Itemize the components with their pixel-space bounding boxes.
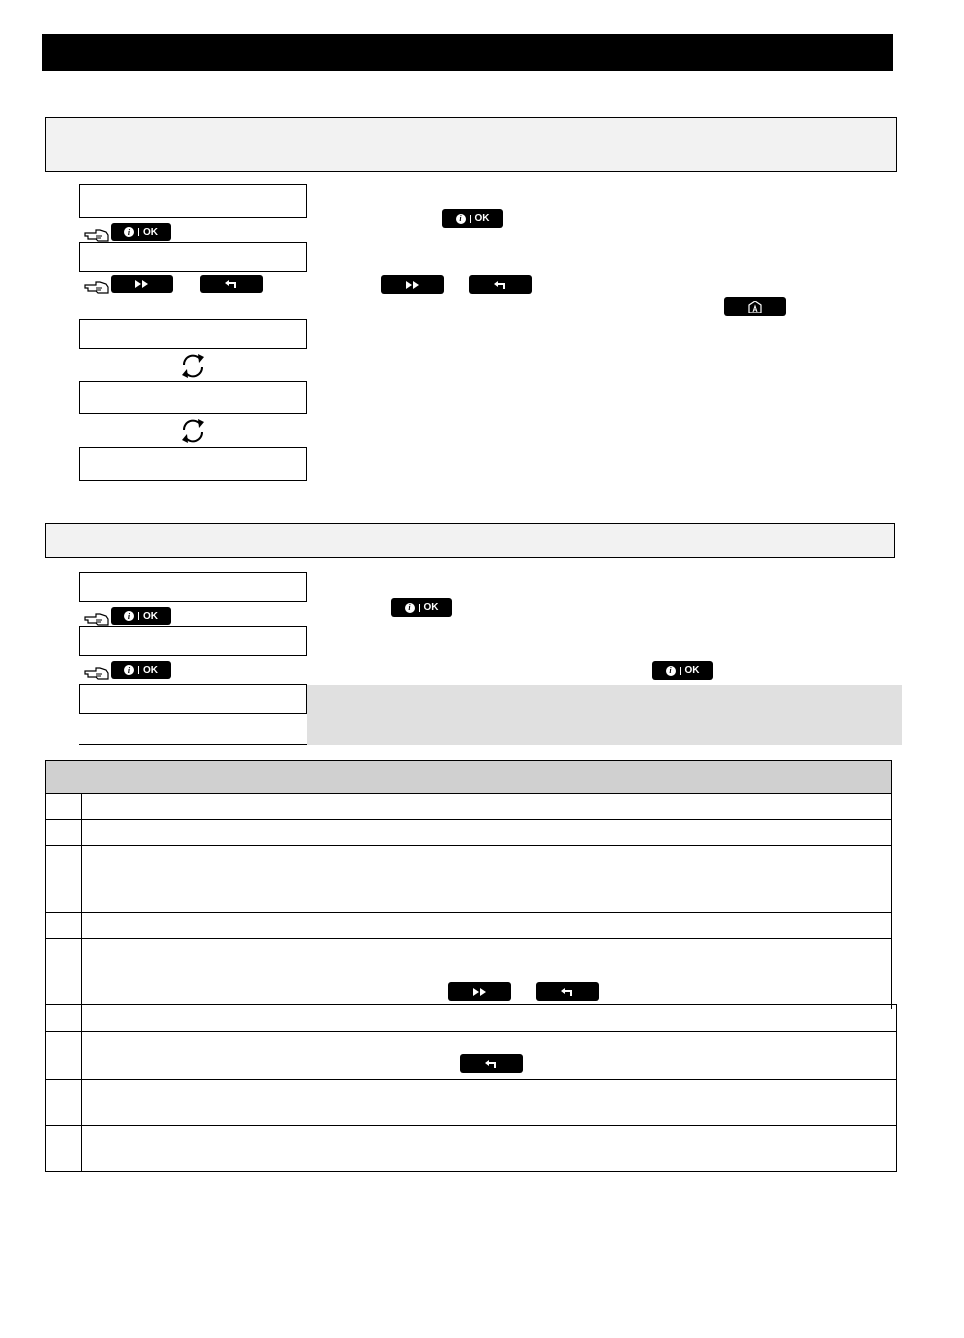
- info-icon: i: [124, 665, 134, 675]
- fast-forward-button[interactable]: [448, 982, 511, 1001]
- cycle-arrows-icon: [178, 416, 208, 446]
- pointing-hand-icon: [84, 665, 110, 681]
- ok-button[interactable]: i OK: [652, 661, 713, 680]
- fast-forward-icon: [134, 280, 150, 288]
- home-icon: [748, 301, 762, 313]
- ok-button[interactable]: i OK: [442, 209, 503, 228]
- pointing-hand-icon: [84, 279, 110, 295]
- info-icon: i: [124, 611, 134, 621]
- table-header: [45, 760, 892, 794]
- info-icon: i: [405, 603, 415, 613]
- divider: [79, 744, 307, 745]
- table: [45, 794, 892, 1009]
- ok-button[interactable]: i OK: [111, 661, 171, 679]
- lcd-display-3: [79, 319, 307, 349]
- back-button[interactable]: [460, 1054, 523, 1073]
- back-arrow-icon: [560, 987, 576, 997]
- pointing-hand-icon: [84, 227, 110, 243]
- ok-button[interactable]: i OK: [111, 607, 171, 625]
- lcd-display-8: [79, 684, 307, 714]
- note-box: [307, 685, 902, 745]
- pointing-hand-icon: [84, 611, 110, 627]
- info-icon: i: [456, 214, 466, 224]
- lcd-display-4: [79, 381, 307, 414]
- section-2-heading: [45, 523, 895, 558]
- ok-button[interactable]: i OK: [111, 223, 171, 241]
- lcd-display-7: [79, 626, 307, 656]
- back-button[interactable]: [536, 982, 599, 1001]
- home-button[interactable]: [724, 297, 786, 316]
- table-row: [45, 1126, 897, 1172]
- back-button[interactable]: [469, 275, 532, 294]
- table-row: [45, 1004, 897, 1032]
- ok-button[interactable]: i OK: [391, 598, 452, 617]
- table-row: [45, 820, 892, 846]
- table-continued: [45, 1004, 897, 1172]
- info-icon: i: [666, 666, 676, 676]
- back-arrow-icon: [484, 1059, 500, 1069]
- table-row: [45, 794, 892, 820]
- lcd-display-1: [79, 184, 307, 218]
- fast-forward-icon: [405, 281, 421, 289]
- lcd-display-5: [79, 447, 307, 481]
- back-button[interactable]: [200, 275, 263, 293]
- section-1-heading: [45, 117, 897, 172]
- table-row: [45, 1080, 897, 1126]
- lcd-display-6: [79, 572, 307, 602]
- fast-forward-button[interactable]: [381, 275, 444, 294]
- cycle-arrows-icon: [178, 351, 208, 381]
- info-icon: i: [124, 227, 134, 237]
- back-arrow-icon: [493, 280, 509, 290]
- fast-forward-icon: [472, 988, 488, 996]
- table-row: [45, 846, 892, 913]
- fast-forward-button[interactable]: [111, 275, 173, 293]
- lcd-display-2: [79, 242, 307, 272]
- table-row: [45, 913, 892, 939]
- header-bar: [42, 34, 893, 71]
- back-arrow-icon: [224, 279, 240, 289]
